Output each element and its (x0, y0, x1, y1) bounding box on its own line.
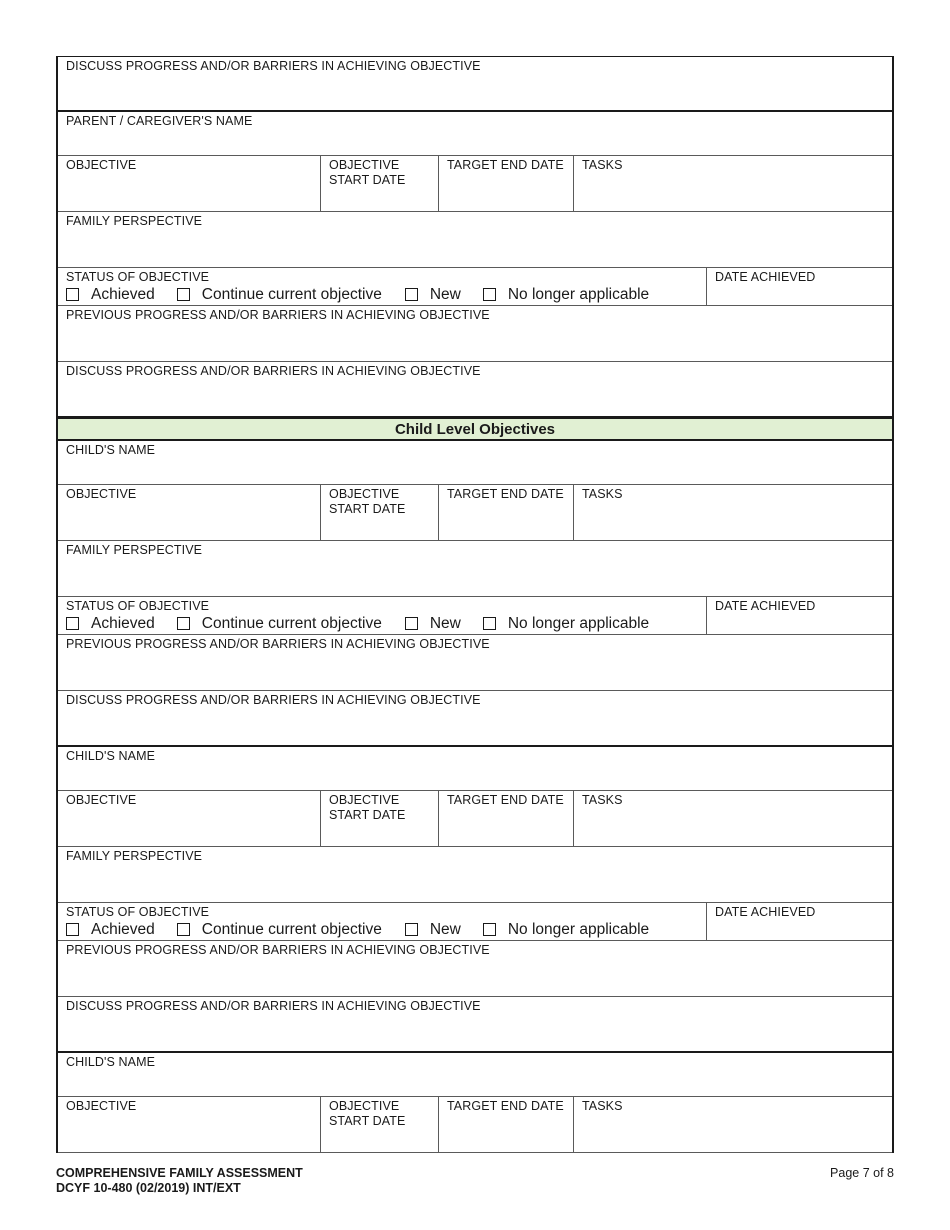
field-label: DATE ACHIEVED (715, 905, 816, 919)
checkbox-box[interactable] (405, 923, 418, 936)
option-label: Achieved (91, 285, 155, 303)
child-name-field[interactable] (58, 441, 892, 485)
field-label: CHILD'S NAME (66, 749, 156, 763)
field-label: DISCUSS PROGRESS AND/OR BARRIERS IN ACHIEVING OBJECTIVE (66, 364, 481, 378)
tasks-field[interactable] (574, 1097, 892, 1152)
field-label: STATUS OF OBJECTIVE (66, 905, 210, 919)
option-label: New (429, 920, 461, 938)
field-label: START DATE (329, 172, 406, 187)
field-label: PARENT / CAREGIVER'S NAME (66, 114, 253, 128)
field-label: DATE ACHIEVED (715, 270, 816, 284)
continue-checkbox[interactable] (177, 286, 382, 303)
objective-field[interactable] (58, 485, 321, 540)
new-checkbox[interactable] (405, 286, 461, 303)
option-label: Continue current objective (201, 920, 382, 938)
assessment-form (56, 56, 894, 1153)
target-end-date-field[interactable] (439, 156, 574, 211)
objective-field[interactable] (58, 791, 321, 846)
parent-name-field[interactable] (58, 112, 892, 156)
field-label: CHILD'S NAME (66, 1055, 156, 1069)
previous-progress-field[interactable] (58, 635, 892, 691)
field-label: FAMILY PERSPECTIVE (66, 214, 203, 228)
status-row (58, 903, 892, 941)
family-perspective-field[interactable] (58, 847, 892, 903)
objective-start-date-field[interactable] (321, 1097, 439, 1152)
no-longer-applicable-checkbox[interactable] (483, 615, 649, 632)
field-label: OBJECTIVE (329, 158, 400, 172)
status-row (58, 268, 892, 306)
tasks-field[interactable] (574, 485, 892, 540)
field-label: TARGET END DATE (447, 1099, 564, 1113)
new-checkbox[interactable] (405, 615, 461, 632)
checkbox-box[interactable] (66, 923, 79, 936)
objective-row (58, 156, 892, 212)
field-label: OBJECTIVE (66, 1099, 137, 1113)
field-label: TARGET END DATE (447, 158, 564, 172)
page-number: Page 7 of 8 (830, 1166, 894, 1180)
target-end-date-field[interactable] (439, 485, 574, 540)
target-end-date-field[interactable] (439, 1097, 574, 1152)
new-checkbox[interactable] (405, 921, 461, 938)
field-label: TASKS (582, 487, 623, 501)
section-header (58, 418, 892, 441)
checkbox-box[interactable] (483, 923, 496, 936)
form-footer (56, 1166, 303, 1196)
date-achieved-field[interactable] (707, 597, 892, 634)
objective-field[interactable] (58, 1097, 321, 1152)
option-label: No longer applicable (507, 614, 650, 632)
no-longer-applicable-checkbox[interactable] (483, 286, 649, 303)
option-label: New (429, 285, 461, 303)
objective-row (58, 1097, 892, 1153)
option-label: New (429, 614, 461, 632)
field-label: OBJECTIVE (66, 158, 137, 172)
field-label: OBJECTIVE (66, 487, 137, 501)
field-label: TARGET END DATE (447, 487, 564, 501)
field-label: CHILD'S NAME (66, 443, 156, 457)
objective-field[interactable] (58, 156, 321, 211)
discuss-progress-field[interactable] (58, 691, 892, 747)
field-label: DISCUSS PROGRESS AND/OR BARRIERS IN ACHIEVING OBJECTIVE (66, 59, 481, 73)
checkbox-box[interactable] (405, 288, 418, 301)
achieved-checkbox[interactable] (66, 615, 155, 632)
continue-checkbox[interactable] (177, 921, 382, 938)
option-label: Continue current objective (201, 285, 382, 303)
field-label: PREVIOUS PROGRESS AND/OR BARRIERS IN ACHIEVING OBJECTIVE (66, 637, 490, 651)
field-label: START DATE (329, 807, 406, 822)
objective-start-date-field[interactable] (321, 156, 439, 211)
checkbox-box[interactable] (177, 923, 190, 936)
objective-start-date-field[interactable] (321, 485, 439, 540)
field-label: TASKS (582, 1099, 623, 1113)
field-label: START DATE (329, 1113, 406, 1128)
section-title: Child Level Objectives (394, 420, 556, 438)
continue-checkbox[interactable] (177, 615, 382, 632)
field-label: TARGET END DATE (447, 793, 564, 807)
option-label: No longer applicable (507, 920, 650, 938)
family-perspective-field[interactable] (58, 541, 892, 597)
tasks-field[interactable] (574, 156, 892, 211)
field-label: DISCUSS PROGRESS AND/OR BARRIERS IN ACHIEVING OBJECTIVE (66, 693, 481, 707)
checkbox-box[interactable] (177, 288, 190, 301)
checkbox-box[interactable] (483, 288, 496, 301)
achieved-checkbox[interactable] (66, 921, 155, 938)
form-title: COMPREHENSIVE FAMILY ASSESSMENT (56, 1166, 303, 1180)
field-label: PREVIOUS PROGRESS AND/OR BARRIERS IN ACHIEVING OBJECTIVE (66, 943, 490, 957)
target-end-date-field[interactable] (439, 791, 574, 846)
field-label: DISCUSS PROGRESS AND/OR BARRIERS IN ACHIEVING OBJECTIVE (66, 999, 481, 1013)
option-label: No longer applicable (507, 285, 650, 303)
previous-progress-field[interactable] (58, 306, 892, 362)
field-label: FAMILY PERSPECTIVE (66, 849, 203, 863)
achieved-checkbox[interactable] (66, 286, 155, 303)
discuss-progress-field[interactable] (58, 56, 892, 112)
status-row (58, 597, 892, 635)
child-name-field[interactable] (58, 1053, 892, 1097)
option-label: Continue current objective (201, 614, 382, 632)
field-label: OBJECTIVE (66, 793, 137, 807)
no-longer-applicable-checkbox[interactable] (483, 921, 649, 938)
field-label: STATUS OF OBJECTIVE (66, 599, 210, 613)
date-achieved-field[interactable] (707, 268, 892, 305)
form-number: DCYF 10-480 (02/2019) INT/EXT (56, 1181, 241, 1195)
option-label: Achieved (91, 614, 155, 632)
tasks-field[interactable] (574, 791, 892, 846)
field-label: STATUS OF OBJECTIVE (66, 270, 210, 284)
field-label: TASKS (582, 158, 623, 172)
field-label: FAMILY PERSPECTIVE (66, 543, 203, 557)
field-label: START DATE (329, 501, 406, 516)
checkbox-box[interactable] (405, 617, 418, 630)
option-label: Achieved (91, 920, 155, 938)
checkbox-box[interactable] (66, 288, 79, 301)
field-label: PREVIOUS PROGRESS AND/OR BARRIERS IN ACHIEVING OBJECTIVE (66, 308, 490, 322)
child-name-field[interactable] (58, 747, 892, 791)
objective-row (58, 485, 892, 541)
discuss-progress-field[interactable] (58, 362, 892, 418)
field-label: TASKS (582, 793, 623, 807)
previous-progress-field[interactable] (58, 941, 892, 997)
date-achieved-field[interactable] (707, 903, 892, 940)
field-label: OBJECTIVE (329, 1099, 400, 1113)
discuss-progress-field[interactable] (58, 997, 892, 1053)
field-label: DATE ACHIEVED (715, 599, 816, 613)
field-label: OBJECTIVE (329, 487, 400, 501)
field-label: OBJECTIVE (329, 793, 400, 807)
objective-row (58, 791, 892, 847)
checkbox-box[interactable] (66, 617, 79, 630)
family-perspective-field[interactable] (58, 212, 892, 268)
checkbox-box[interactable] (483, 617, 496, 630)
checkbox-box[interactable] (177, 617, 190, 630)
objective-start-date-field[interactable] (321, 791, 439, 846)
